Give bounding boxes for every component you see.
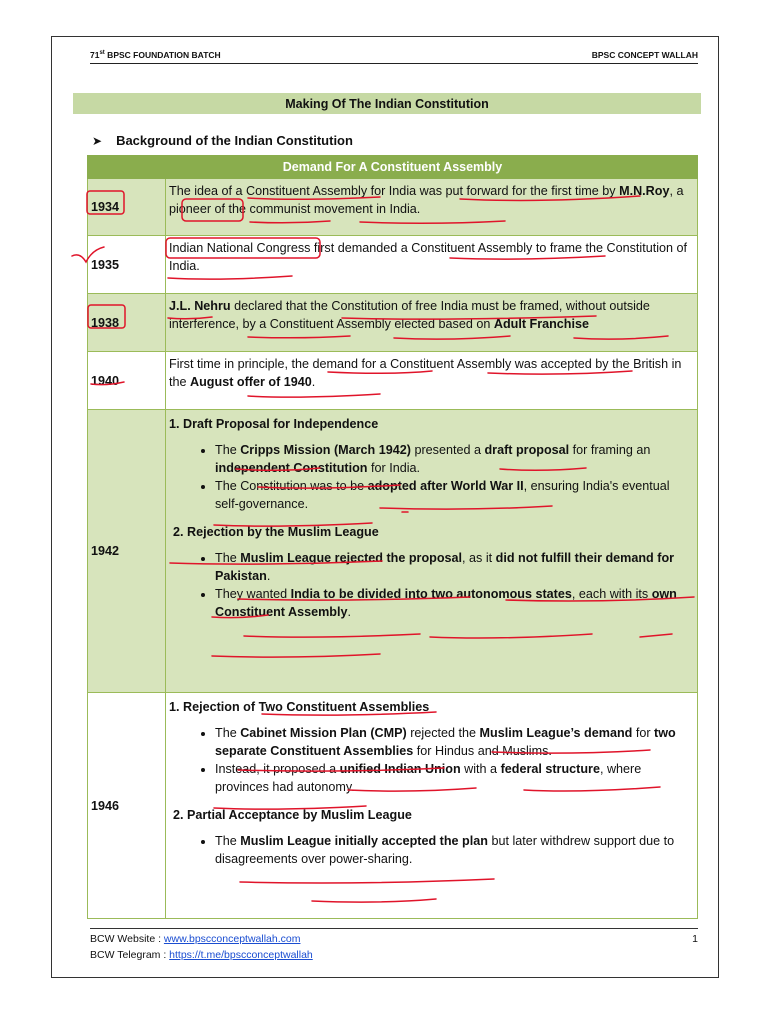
event-cell: The idea of a Constituent Assembly for India was put forward for the first time by M.N.Roy, a pioneer of the communist movement in India. (166, 179, 698, 236)
table-row (88, 410, 698, 693)
list-item: • They wanted India to be divided into two autonomous states, each with its own Constituent Assembly. (215, 585, 694, 621)
website-link[interactable]: www.bpscconceptwallah.com (163, 933, 301, 945)
year-cell: 1935 (88, 236, 166, 294)
event-cell: First time in principle, the demand for a Constituent Assembly was accepted by the British in the August offer of 1940. (166, 352, 698, 410)
section-heading-text: Background of the Indian Constitution (116, 133, 353, 148)
arrow-bullet-icon: ➤ (92, 133, 103, 148)
year-cell: 1934 (88, 179, 166, 236)
table-row (88, 179, 698, 236)
page-number: 1 (692, 933, 698, 945)
footer-telegram: BCW Telegram : https://t.me/bpscconceptwallah (90, 949, 313, 961)
table-row (88, 693, 698, 919)
page-footer (90, 928, 698, 963)
page-header (90, 44, 698, 64)
year-cell: 1946 (88, 693, 166, 919)
telegram-link[interactable]: https://t.me/bpscconceptwallah (169, 949, 313, 961)
page-title: Making Of The Indian Constitution (73, 93, 701, 114)
list-item: • The Constitution was to be adopted after World War II, ensuring India's eventual self-governance. (215, 477, 694, 513)
bullet-list (169, 549, 694, 621)
event-cell (166, 410, 698, 693)
list-item: • The Cripps Mission (March 1942) presented a draft proposal for framing an independent Constitution for India. (215, 441, 694, 477)
year-cell: 1940 (88, 352, 166, 410)
year-cell: 1942 (88, 410, 166, 693)
constituent-assembly-table (87, 155, 698, 919)
year-cell: 1938 (88, 294, 166, 352)
section-heading (92, 133, 353, 148)
table-row (88, 352, 698, 410)
bullet-list (169, 441, 694, 513)
event-cell (166, 693, 698, 919)
subheading: 1. Rejection of Two Constituent Assemblies (169, 700, 430, 714)
list-item: • The Muslim League rejected the proposal, as it did not fulfill their demand for Pakistan. (215, 549, 694, 585)
subheading: 2. Rejection by the Muslim League (173, 525, 379, 539)
event-cell: J.L. Nehru declared that the Constitution of free India must be framed, without outside interference, by a Constituent Assembly elected based on Adult Franchise (166, 294, 698, 352)
subheading: 2. Partial Acceptance by Muslim League (173, 808, 412, 822)
bullet-list (169, 724, 694, 796)
header-brand: BPSC CONCEPT WALLAH (591, 50, 698, 60)
event-cell: Indian National Congress first demanded a Constituent Assembly to frame the Constitution of India. (166, 236, 698, 294)
footer-website: BCW Website : www.bpscconceptwallah.com (90, 933, 301, 945)
subheading: 1. Draft Proposal for Independence (169, 417, 379, 431)
list-item: • The Muslim League initially accepted the plan but later withdrew support due to disagreements over power-sharing. (215, 832, 694, 868)
table-header-row (88, 156, 698, 179)
list-item: • The Cabinet Mission Plan (CMP) rejected the Muslim League’s demand for two separate Constituent Assemblies for Hindus and Muslims. (215, 724, 694, 760)
table-header: Demand For A Constituent Assembly (88, 156, 698, 179)
list-item: • Instead, it proposed a unified Indian Union with a federal structure, where provinces had autonomy. (215, 760, 694, 796)
table-row (88, 236, 698, 294)
bullet-list (169, 832, 694, 868)
table-row (88, 294, 698, 352)
header-batch: 71st BPSC FOUNDATION BATCH (90, 50, 221, 60)
